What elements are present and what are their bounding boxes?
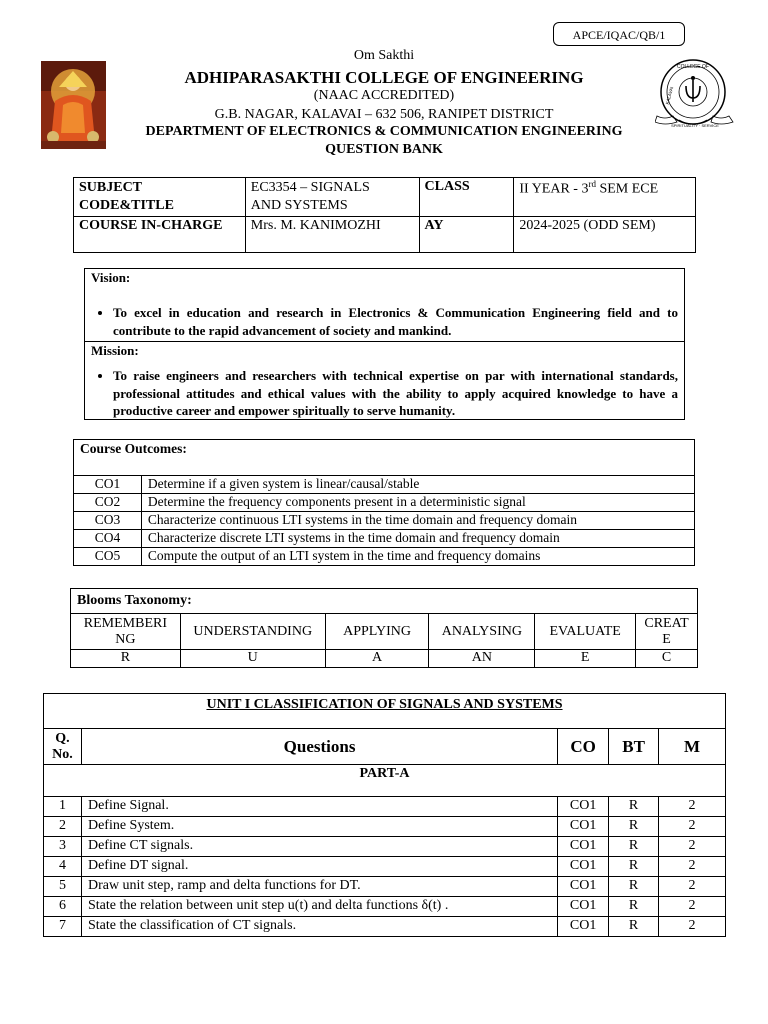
department-name: DEPARTMENT OF ELECTRONICS & COMMUNICATION ENGINEERING [145,124,623,139]
question-bt: R [609,797,659,817]
bloom-level-name: UNDERSTANDING [180,614,325,650]
column-header-qno: Q. No. [44,729,82,765]
question-co: CO1 [558,837,609,857]
question-text: Define System. [81,817,557,837]
question-marks: 2 [659,797,726,817]
college-address: G.B. NAGAR, KALAVAI – 632 506, RANIPET DISTRICT [214,107,554,122]
bloom-level-name: APPLYING [325,614,429,650]
question-number: 2 [44,817,82,837]
bloom-level-name: EVALUATE [535,614,636,650]
question-number: 1 [44,797,82,817]
question-co: CO1 [558,897,609,917]
question-row [44,917,726,937]
course-outcomes-table [73,439,695,566]
question-bt: R [609,817,659,837]
question-marks: 2 [659,817,726,837]
question-number: 6 [44,897,82,917]
mission-label: Mission: [91,343,139,358]
seal-bottom-text: SPIRITUALITY · SERVICE [671,123,719,128]
vision-mission-box [84,268,685,420]
academic-year-value: 2024-2025 (ODD SEM) [514,217,696,253]
subject-code-label: SUBJECT CODE&TITLE [74,178,246,217]
bloom-level-code: U [180,650,325,668]
course-outcome-text: Characterize discrete LTI systems in the time domain and frequency domain [141,530,694,548]
subject-info-table [73,177,696,253]
question-text: Define Signal. [81,797,557,817]
question-bt: R [609,837,659,857]
course-outcome-text: Compute the output of an LTI system in the time and frequency domains [141,548,694,566]
column-header-questions: Questions [81,729,557,765]
question-row [44,797,726,817]
mission-text: • To raise engineers and researchers with technical expertise on par with international standards, professional attitudes and ethical values with the ability to apply acquired knowledge to have a productive career and empower spiritually to serve humanity. [113,367,678,420]
question-bt: R [609,897,659,917]
question-number: 7 [44,917,82,937]
course-outcome-row [74,548,695,566]
course-outcome-code: CO5 [74,548,142,566]
seal-top-text: COLLEGE OF [677,64,709,70]
question-row [44,897,726,917]
question-co: CO1 [558,797,609,817]
document-reference-code: APCE/IQAC/QB/1 [553,22,685,46]
question-marks: 2 [659,857,726,877]
question-text: State the relation between unit step u(t) and delta functions δ(t) . [81,897,557,917]
blooms-taxonomy-label: Blooms Taxonomy: [71,589,698,614]
om-sakthi: Om Sakthi [353,48,415,63]
course-outcome-code: CO4 [74,530,142,548]
class-value: II YEAR - 3rd SEM ECE [514,178,696,217]
bloom-level-code: C [636,650,698,668]
question-bt: R [609,857,659,877]
course-outcome-code: CO2 [74,494,142,512]
course-outcome-row [74,494,695,512]
bloom-level-name: CREAT E [636,614,698,650]
question-text: Define CT signals. [81,837,557,857]
unit-title: UNIT I CLASSIFICATION OF SIGNALS AND SYSTEMS [44,694,726,729]
question-row [44,817,726,837]
course-outcome-row [74,476,695,494]
vision-list [85,304,684,339]
part-heading: PART-A [44,765,726,797]
seal-left-text: KALAVAI [664,86,675,105]
question-co: CO1 [558,817,609,837]
subject-code-value: EC3354 – SIGNALS AND SYSTEMS [245,178,419,217]
course-incharge-value: Mrs. M. KANIMOZHI [245,217,419,253]
course-outcome-text: Determine the frequency components present in a deterministic signal [141,494,694,512]
course-outcomes-label: Course Outcomes: [74,440,695,476]
bloom-level-code: AN [429,650,535,668]
course-outcome-text: Determine if a given system is linear/causal/stable [141,476,694,494]
college-name: ADHIPARASAKTHI COLLEGE OF ENGINEERING [184,68,584,87]
mission-list [85,367,684,420]
course-outcome-code: CO3 [74,512,142,530]
question-co: CO1 [558,877,609,897]
question-number: 3 [44,837,82,857]
column-header-bt: BT [609,729,659,765]
question-number: 4 [44,857,82,877]
question-number: 5 [44,877,82,897]
vision-label: Vision: [91,270,131,285]
question-bt: R [609,877,659,897]
question-co: CO1 [558,857,609,877]
bloom-level-name: REMEMBERI NG [71,614,181,650]
question-row [44,877,726,897]
unit-question-table [43,693,726,937]
question-marks: 2 [659,917,726,937]
bloom-level-code: A [325,650,429,668]
academic-year-label: AY [419,217,514,253]
question-text: Define DT signal. [81,857,557,877]
column-header-co: CO [558,729,609,765]
document-type: QUESTION BANK [325,142,443,157]
bloom-level-name: ANALYSING [429,614,535,650]
blooms-taxonomy-table [70,588,698,668]
course-incharge-label: COURSE IN-CHARGE [74,217,246,253]
course-outcome-text: Characterize continuous LTI systems in the time domain and frequency domain [141,512,694,530]
question-bt: R [609,917,659,937]
class-label: CLASS [419,178,514,217]
bloom-level-code: R [71,650,181,668]
course-outcome-row [74,530,695,548]
question-row [44,857,726,877]
question-marks: 2 [659,877,726,897]
course-outcome-code: CO1 [74,476,142,494]
accreditation: (NAAC ACCREDITED) [313,88,455,103]
question-co: CO1 [558,917,609,937]
course-outcome-row [74,512,695,530]
question-text: Draw unit step, ramp and delta functions for DT. [81,877,557,897]
vision-text: • To excel in education and research in Electronics & Communication Engineering field and to contribute to the rapid advancement of society and mankind. [113,304,678,339]
question-marks: 2 [659,837,726,857]
column-header-marks: M [659,729,726,765]
bloom-level-code: E [535,650,636,668]
question-row [44,837,726,857]
question-marks: 2 [659,897,726,917]
question-text: State the classification of CT signals. [81,917,557,937]
